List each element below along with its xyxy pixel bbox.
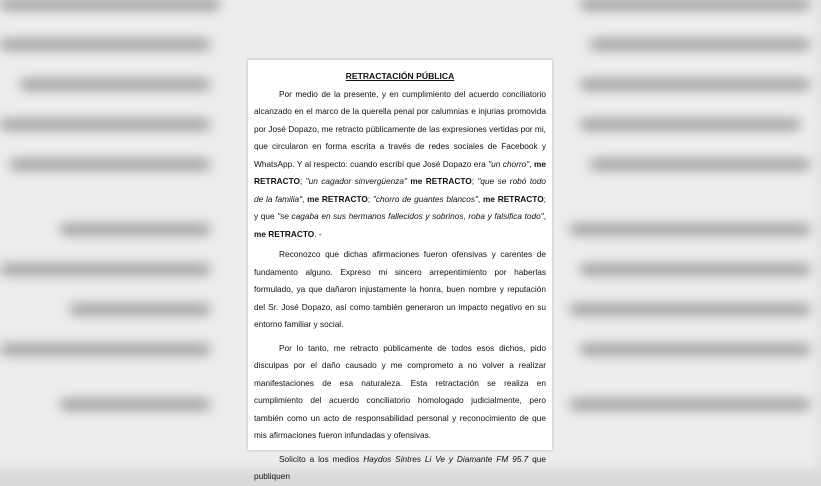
blurred-text-line [580,120,800,129]
blurred-text-line [570,400,810,409]
document-title: RETRACTACIÓN PÚBLICA [345,71,455,81]
paragraph-media-request [254,451,546,486]
retraction-phrase: me RETRACTO [307,193,368,204]
quoted-expression: "un chorro" [488,158,530,169]
separator: , [302,193,308,204]
retraction-phrase: me RETRACTO [482,193,544,204]
separator: ; [299,176,306,186]
blurred-text-line [0,0,220,9]
blurred-text-line [580,265,810,274]
separator: . - [314,228,322,239]
quoted-expression: "un cagador sinvergüenza" [305,176,407,186]
retraction-phrase: me RETRACTO [410,176,472,186]
blurred-text-line [10,160,210,169]
blurred-text-line [0,265,210,274]
document-page [248,60,552,481]
separator: ; y que [254,193,546,221]
blurred-text-line [580,345,810,354]
paragraph-retraction-statements [254,86,546,244]
separator: ; [471,176,478,186]
quoted-expression: "chorro de guantes blancos" [372,193,478,204]
paragraph-text: Por medio de la presente, y en cumplimiento del acuerdo conciliatorio alcanzado en el marco de la querella penal por calumnias e injurias promovida por José Dopazo, me retracto públicamente de las expresiones vertidas por mi, que circularon en forma escrita a través de redes sociales de Facebook y WhatsApp. Y al respecto: cuando escribí que José Dopazo era [254,88,546,169]
separator: , [543,211,546,221]
blurred-text-line [0,345,210,354]
paragraph-acknowledgement: Reconozco que dichas afirmaciones fueron ofensivas y carentes de fundamento alguno. Expreso mi sincero arrepentimiento por haberlas formulado, ya que dañaron injustamente la honra, buen nombre y reputación del Sr. José Dopazo, así como también generaron un impacto negativo en su entorno familiar y social. [254,249,546,329]
blurred-text-line [20,80,210,89]
separator: , [477,193,483,204]
blurred-text-line [70,305,210,314]
blurred-text-line [60,400,210,409]
blurred-text-line [580,80,810,89]
blurred-text-line [590,160,810,169]
blurred-text-line [60,225,210,234]
quoted-expression: "que se robó todo de la familia" [254,176,546,204]
retraction-phrase: me RETRACTO [254,228,315,239]
blurred-text-line [0,120,210,129]
paragraph-text: Solicito a los medios [279,453,364,464]
separator: ; [367,193,373,204]
paragraph-apology: Por lo tanto, me retracto públicamente de todos esos dichos, pido disculpas por el daño causado y me comprometo a no volver a realizar manifestaciones de esa naturaleza. Esta retractación se realiza en cumplimiento del acuerdo conciliatorio homologado judicialmente, pero también como un acto de responsabilidad personal y reconocimiento de que mis afirmaciones fueron infundadas y ofensivas. [254,342,546,440]
blurred-text-line [0,40,210,49]
media-names: Haydos Sintres Li Ve y Diamante FM 95.7 [363,453,529,464]
paragraph-text: que publiquen [254,453,546,481]
blurred-text-line [590,40,810,49]
quoted-expression: "se cagaba en sus hermanos fallecidos y sobrinos, roba y falsifica todo" [277,211,544,221]
separator: , [529,158,534,169]
blurred-text-line [580,0,810,9]
blurred-text-line [570,305,810,314]
retraction-phrase: me RETRACTO [254,158,546,186]
blurred-text-line [570,225,810,234]
